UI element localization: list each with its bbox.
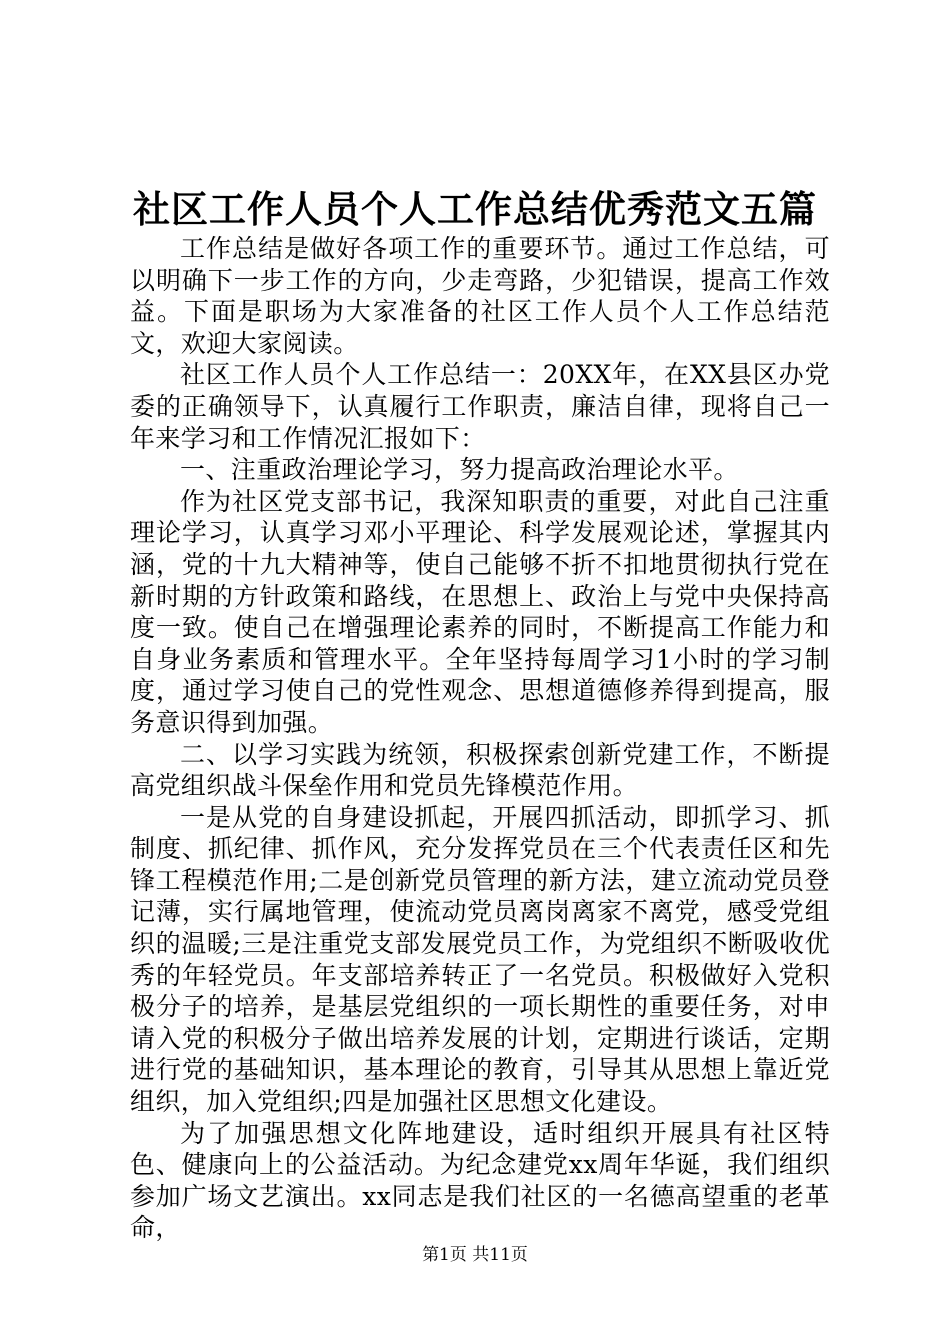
section-heading-two: 二、以学习实践为统领，积极探索创新党建工作，不断提高党组织战斗保垒作用和党员先锋模范作用。: [130, 739, 830, 801]
paragraph-intro: 工作总结是做好各项工作的重要环节。通过工作总结，可以明确下一步工作的方向，少走弯路，少犯错误，提高工作效益。下面是职场为大家准备的社区工作人员个人工作总结范文，欢迎大家阅读。: [130, 234, 830, 358]
paragraph-summary-one: 社区工作人员个人工作总结一：20XX年，在XX县区办党委的正确领导下，认真履行工作职责，廉洁自律，现将自己一年来学习和工作情况汇报如下：: [130, 360, 830, 453]
document-body: [130, 233, 830, 1244]
paragraph-party-building: 一是从党的自身建设抓起，开展四抓活动，即抓学习、抓制度、抓纪律、抓作风，充分发挥党员在三个代表责任区和先锋工程模范作用;二是创新党员管理的新方法，建立流动党员登记薄，实行属地管理，使流动党员离岗离家不离党，感受党组织的温暖;三是注重党支部发展党员工作，为党组织不断吸收优秀的年轻党员。年支部培养转正了一名党员。积极做好入党积极分子的培养，是基层党组织的一项长期性的重要任务，对申请入党的积极分子做出培养发展的计划，定期进行谈话，定期进行党的基础知识，基本理论的教育，引导其从思想上靠近党组织，加入党组织;四是加强社区思想文化建设。: [130, 802, 830, 1117]
paragraph-culture: 为了加强思想文化阵地建设，适时组织开展具有社区特色、健康向上的公益活动。为纪念建党xx周年华诞，我们组织参加广场文艺演出。xx同志是我们社区的一名德高望重的老革命，: [130, 1118, 830, 1243]
section-heading-one: 一、注重政治理论学习，努力提高政治理论水平。: [180, 455, 739, 485]
paragraph-theory-study: 作为社区党支部书记，我深知职责的重要，对此自己注重理论学习，认真学习邓小平理论、科学发展观论述，掌握其内涵，党的十九大精神等，使自己能够不折不扣地贯彻执行党在新时期的方针政策和路线，在思想上、政治上与党中央保持高度一致。使自己在增强理论素养的同时，不断提高工作能力和自身业务素质和管理水平。全年坚持每周学习1小时的学习制度，通过学习使自己的党性观念、思想道德修养得到提高，服务意识得到加强。: [130, 486, 830, 737]
page-number-footer: 第1页 共11页: [422, 1245, 528, 1265]
document-title: 社区工作人员个人工作总结优秀范文五篇: [133, 187, 817, 231]
